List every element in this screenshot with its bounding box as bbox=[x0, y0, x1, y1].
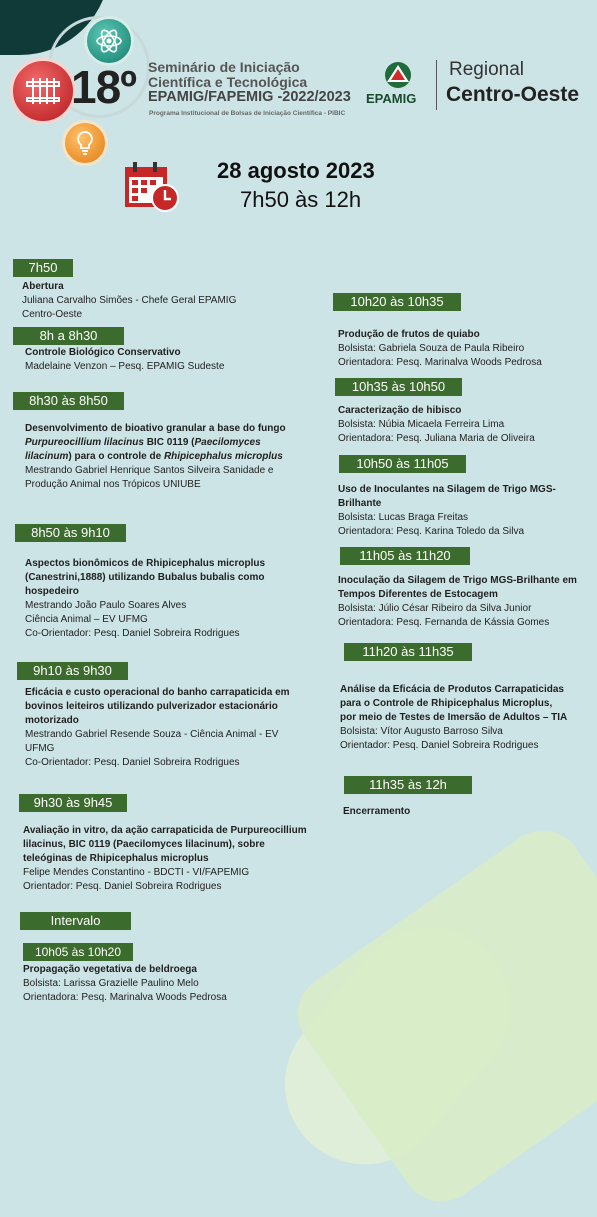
item-line: Orientadora: Pesq. Karina Toledo da Silva bbox=[338, 526, 525, 537]
schedule-item bbox=[338, 328, 593, 370]
item-title: motorizado bbox=[25, 715, 79, 726]
item-title: Caracterização de hibisco bbox=[338, 405, 462, 416]
event-date: 28 agosto 2023 bbox=[217, 158, 375, 183]
item-title: Aspectos bionômicos de Rhipicephalus microplus bbox=[25, 558, 266, 569]
item-title: Controle Biológico Conservativo bbox=[25, 347, 181, 358]
title-line: Científica e Tecnológica bbox=[148, 74, 308, 90]
time-tag: 9h10 às 9h30 bbox=[17, 662, 128, 680]
item-title: teleóginas de Rhipicephalus microplus bbox=[23, 853, 209, 864]
item-line: Orientadora: Pesq. Marinalva Woods Pedrosa bbox=[23, 992, 227, 1003]
lightbulb-icon bbox=[62, 120, 108, 166]
item-line: Mestrando Gabriel Resende Souza - Ciência Animal - EV bbox=[25, 729, 279, 740]
title-part: Purpureocillium lilacinus bbox=[25, 437, 144, 448]
item-title: para o Controle de Rhipicephalus Microplus, bbox=[340, 698, 553, 709]
item-line: Bolsista: Gabriela Souza de Paula Ribeiro bbox=[338, 343, 525, 354]
item-title: Abertura bbox=[22, 281, 64, 292]
item-title: Propagação vegetativa de beldroega bbox=[23, 964, 197, 975]
time-tag: 11h20 às 11h35 bbox=[344, 643, 472, 661]
item-title: bovinos leiteiros utilizando pulverizador estacionário bbox=[25, 701, 278, 712]
schedule-item bbox=[25, 346, 325, 374]
item-line: Bolsista: Lucas Braga Freitas bbox=[338, 512, 469, 523]
item-line: Bolsista: Vítor Augusto Barroso Silva bbox=[340, 726, 503, 737]
time-tag: 10h05 às 10h20 bbox=[23, 943, 133, 961]
atom-icon bbox=[84, 16, 134, 66]
time-tag: 10h35 às 10h50 bbox=[335, 378, 462, 396]
item-title: Inoculação da Silagem de Trigo MGS-Brilhante em bbox=[338, 575, 577, 586]
time-tag: 10h20 às 10h35 bbox=[333, 293, 461, 311]
title-part: Rhipicephalus microplus bbox=[163, 451, 283, 462]
seminar-subtitle: Programa Institucional de Bolsas de Iniciação Científica - PIBIC bbox=[149, 110, 346, 117]
event-time: 7h50 às 12h bbox=[240, 187, 362, 212]
title-part: Paecilomyces lilacinum bbox=[25, 437, 261, 462]
title-line: EPAMIG/FAPEMIG -2022/2023 bbox=[148, 89, 351, 105]
calendar-clock-icon bbox=[124, 161, 180, 213]
time-tag: 10h50 às 11h05 bbox=[339, 455, 466, 473]
seminar-title bbox=[148, 60, 351, 105]
edition-number: 18º bbox=[71, 61, 136, 113]
item-title: Eficácia e custo operacional do banho carrapaticida em bbox=[25, 687, 290, 698]
schedule-item bbox=[25, 686, 325, 770]
divider bbox=[436, 60, 437, 110]
item-line: Bolsista: Núbia Micaela Ferreira Lima bbox=[338, 419, 505, 430]
title-part: Desenvolvimento de bioativo granular a base do fungo bbox=[25, 423, 286, 434]
item-line: Orientadora: Pesq. Juliana Maria de Oliveira bbox=[338, 433, 535, 444]
schedule-item bbox=[23, 963, 323, 1005]
item-line: Co-Orientador: Pesq. Daniel Sobreira Rodrigues bbox=[25, 757, 240, 768]
schedule-item bbox=[25, 422, 310, 492]
epamig-name: EPAMIG bbox=[366, 91, 417, 106]
item-line: Orientadora: Pesq. Fernanda de Kássia Gomes bbox=[338, 617, 550, 628]
item-line: Orientadora: Pesq. Marinalva Woods Pedrosa bbox=[338, 357, 542, 368]
time-tag: 8h30 às 8h50 bbox=[13, 392, 124, 410]
item-title: Encerramento bbox=[343, 806, 411, 817]
item-line: Orientador: Pesq. Daniel Sobreira Rodrigues bbox=[23, 881, 222, 892]
item-line: Ciência Animal – EV UFMG bbox=[25, 614, 148, 625]
item-title: Análise da Eficácia de Produtos Carrapaticidas bbox=[340, 684, 564, 695]
item-line: Co-Orientador: Pesq. Daniel Sobreira Rodrigues bbox=[25, 628, 240, 639]
item-title: por meio de Testes de Imersão de Adultos – TIA bbox=[340, 712, 568, 723]
schedule-item bbox=[338, 574, 593, 630]
schedule-item bbox=[22, 280, 322, 322]
item-title: hospedeiro bbox=[25, 586, 79, 597]
region-name: Centro-Oeste bbox=[446, 83, 580, 106]
item-line: Mestrando João Paulo Soares Alves bbox=[25, 600, 187, 611]
item-title: Avaliação in vitro, da ação carrapaticida de Purpureocillium bbox=[23, 825, 307, 836]
time-tag: 8h50 às 9h10 bbox=[15, 524, 126, 542]
schedule-item bbox=[25, 557, 325, 641]
time-tag: 7h50 bbox=[13, 259, 73, 277]
item-title bbox=[25, 422, 310, 464]
item-line: Mestrando Gabriel Henrique Santos Silveira Sanidade e bbox=[25, 465, 274, 476]
item-line: Bolsista: Larissa Grazielle Paulino Melo bbox=[23, 978, 199, 989]
item-line: Madelaine Venzon – Pesq. EPAMIG Sudeste bbox=[25, 361, 225, 372]
item-line: Orientador: Pesq. Daniel Sobreira Rodrigues bbox=[340, 740, 539, 751]
schedule-item bbox=[340, 683, 595, 753]
interval-tag: Intervalo bbox=[20, 912, 131, 930]
schedule-item bbox=[343, 805, 593, 819]
item-line: Juliana Carvalho Simões - Chefe Geral EPAMIG bbox=[22, 295, 237, 306]
item-title: (Canestrini,1888) utilizando Bubalus bubalis como bbox=[25, 572, 265, 583]
time-tag: 11h35 às 12h bbox=[344, 776, 472, 794]
item-title: Uso de Inoculantes na Silagem de Trigo MGS- bbox=[338, 484, 556, 495]
time-tag: 9h30 às 9h45 bbox=[19, 794, 127, 812]
schedule-item bbox=[338, 483, 593, 539]
item-title: lilacinus, BIC 0119 (Paecilomyces lilacinum), sobre bbox=[23, 839, 265, 850]
test-tubes-icon bbox=[10, 58, 76, 124]
title-line: Seminário de Iniciação bbox=[148, 59, 300, 75]
item-line: Centro-Oeste bbox=[22, 309, 83, 320]
title-part: BIC 0119 ( bbox=[143, 437, 195, 448]
item-title: Produção de frutos de quiabo bbox=[338, 329, 480, 340]
item-line: Bolsista: Júlio César Ribeiro da Silva Junior bbox=[338, 603, 532, 614]
item-line: Produção Animal nos Trópicos UNIUBE bbox=[25, 479, 201, 490]
regional-label: Regional bbox=[449, 59, 524, 80]
item-title: Tempos Diferentes de Estocagem bbox=[338, 589, 498, 600]
item-line: UFMG bbox=[25, 743, 55, 754]
item-line: Felipe Mendes Constantino - BDCTI - VI/FAPEMIG bbox=[23, 867, 250, 878]
schedule-item bbox=[338, 404, 593, 446]
schedule-item bbox=[23, 824, 323, 894]
time-tag: 11h05 às 11h20 bbox=[340, 547, 470, 565]
item-title: Brilhante bbox=[338, 498, 382, 509]
title-part: ) para o controle de bbox=[68, 451, 164, 462]
time-tag: 8h a 8h30 bbox=[13, 327, 124, 345]
